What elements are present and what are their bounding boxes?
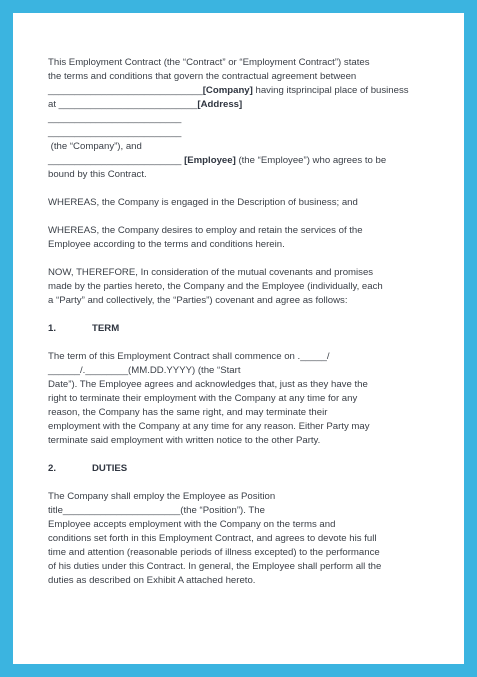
document-page [13,13,464,664]
paragraph-line: conditions set forth in this Employment Contract, and agrees to devote his full [48,533,377,544]
now-therefore-paragraph [48,266,430,308]
paragraph-line: right to terminate their employment with the Company at any time for any [48,393,358,404]
employee-line [48,154,430,168]
section-term-body [48,350,430,448]
section-title: DUTIES [92,463,128,474]
intro-line: bound by this Contract. [48,169,147,180]
employee-placeholder: [Employee] [184,155,236,166]
section-title: TERM [92,323,120,334]
section-number: 1. [48,323,57,334]
address-line [48,98,430,112]
paragraph-line: a “Party” and collectively, the “Parties”) covenant and agree as follows: [48,295,348,306]
intro-line: This Employment Contract (the “Contract” or “Employment Contract”) states [48,57,370,68]
paragraph-line: made by the parties hereto, the Company and the Employee (individually, each [48,281,383,292]
section-heading-term [48,322,430,336]
paragraph-line: duties as described on Exhibit A attached hereto. [48,575,256,586]
intro-line: (the “Company”), and [48,141,142,152]
intro-text: having itsprincipal place of business [252,85,409,96]
paragraph-line: time and attention (reasonable periods of illness excepted) to the performance [48,547,380,558]
paragraph-line: Employee accepts employment with the Company on the terms and [48,519,336,530]
paragraph-line: Date”). The Employee agrees and acknowledges that, just as they have the [48,379,368,390]
company-line [48,84,430,98]
section-number: 2. [48,463,57,474]
paragraph-line: terminate said employment with written notice to the other Party. [48,435,321,446]
intro-line: the terms and conditions that govern the contractual agreement between [48,71,357,82]
paragraph-line: ______/.________(MM.DD.YYYY) (the “Start [48,365,241,376]
section-heading-duties [48,462,430,476]
paragraph-line: The term of this Employment Contract shall commence on ._____/ [48,351,330,362]
paragraph-line: employment with the Company at any time for any reason. Either Party may [48,421,370,432]
blank-line: _________________________ [48,113,182,124]
address-blank: __________________________ [58,99,198,110]
paragraph-line: Employee according to the terms and conditions herein. [48,239,285,250]
intro-paragraph [48,56,430,182]
employee-blank: _________________________ [48,155,185,166]
whereas-paragraph [48,224,430,252]
paragraph-line: NOW, THEREFORE, In consideration of the mutual covenants and promises [48,267,374,278]
paragraph-line: WHEREAS, the Company desires to employ and retain the services of the [48,225,363,236]
paragraph-line: reason, the Company has the same right, and may terminate their [48,407,328,418]
company-placeholder: [Company] [202,85,253,96]
intro-text: at [48,99,59,110]
whereas-paragraph: WHEREAS, the Company is engaged in the Description of business; and [48,197,358,208]
company-blank: _____________________________ [48,85,203,96]
intro-text: (the “Employee”) who agrees to be [235,155,387,166]
address-placeholder: [Address] [197,99,243,110]
paragraph-line: The Company shall employ the Employee as Position [48,491,276,502]
section-duties-body [48,490,430,588]
blank-line: _________________________ [48,127,182,138]
paragraph-line: title______________________(the “Position”). The [48,505,265,516]
paragraph-line: of his duties under this Contract. In general, the Employee shall perform all the [48,561,382,572]
